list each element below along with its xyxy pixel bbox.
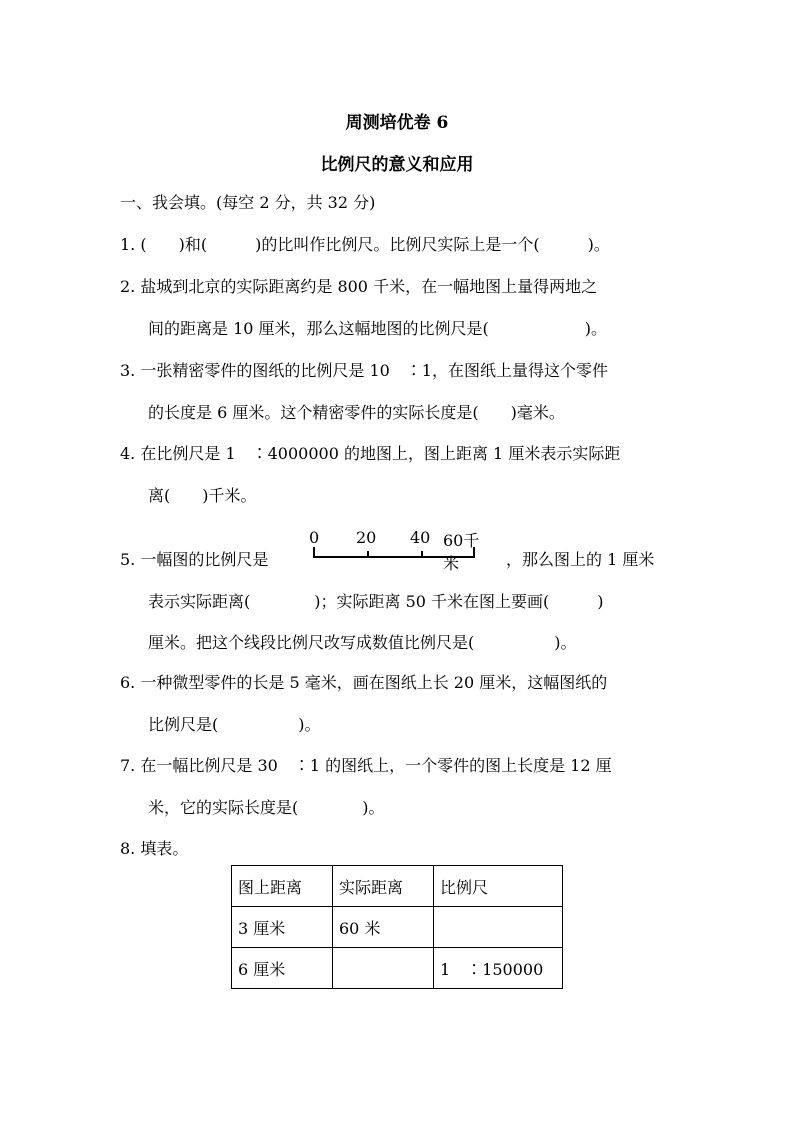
table-cell-blank[interactable] bbox=[434, 907, 563, 948]
table-cell: 3 厘米 bbox=[232, 907, 333, 948]
table-header-cell: 实际距离 bbox=[333, 866, 434, 907]
page-subtitle: 比例尺的意义和应用 bbox=[320, 155, 474, 175]
scale-label-40: 40 bbox=[410, 528, 431, 547]
question-5-line-1-right: ，那么图上的 1 厘米 bbox=[506, 550, 655, 569]
table-row bbox=[232, 907, 563, 948]
section-heading: 一、我会填。(每空 2 分，共 32 分) bbox=[120, 193, 376, 212]
page-title: 周测培优卷 6 bbox=[345, 113, 449, 133]
table-header-cell: 比例尺 bbox=[434, 866, 563, 907]
question-2-line-1: 2. 盐城到北京的实际距离约是 800 千米，在一幅地图上量得两地之 bbox=[120, 277, 598, 296]
table-row bbox=[232, 948, 563, 989]
scale-label-20: 20 bbox=[356, 528, 377, 547]
question-4-line-2: 离( )千米。 bbox=[148, 486, 257, 505]
question-6-line-1: 6. 一种微型零件的长是 5 毫米，画在图纸上长 20 厘米，这幅图纸的 bbox=[120, 673, 608, 692]
question-1: 1. ( )和( )的比叫作比例尺。比例尺实际上是一个( )。 bbox=[120, 235, 610, 254]
fill-in-table bbox=[231, 865, 563, 989]
question-2-line-2: 间的距离是 10 厘米，那么这幅地图的比例尺是( )。 bbox=[148, 319, 608, 338]
question-3-line-2: 的长度是 6 厘米。这个精密零件的实际长度是( )毫米。 bbox=[148, 403, 565, 422]
question-7-line-2: 米，它的实际长度是( )。 bbox=[148, 798, 385, 817]
question-7-line-1: 7. 在一幅比例尺是 30 ∶1 的图纸上，一个零件的图上长度是 12 厘 bbox=[120, 756, 612, 775]
table-header-cell: 图上距离 bbox=[232, 866, 333, 907]
scale-label-60km: 60千米 bbox=[443, 531, 480, 573]
table-header-row bbox=[232, 866, 563, 907]
question-5-line-2: 表示实际距离( )；实际距离 50 千米在图上要画( ) bbox=[148, 592, 604, 611]
table-cell-blank[interactable] bbox=[333, 948, 434, 989]
line-scale-bar bbox=[298, 526, 488, 573]
question-5-line-1-left: 5. 一幅图的比例尺是 bbox=[120, 550, 269, 569]
question-8: 8. 填表。 bbox=[120, 839, 189, 858]
question-4-line-1: 4. 在比例尺是 1 ∶4000000 的地图上，图上距离 1 厘米表示实际距 bbox=[120, 444, 621, 463]
question-3-line-1: 3. 一张精密零件的图纸的比例尺是 10 ∶1，在图纸上量得这个零件 bbox=[120, 361, 608, 380]
table-cell: 6 厘米 bbox=[232, 948, 333, 989]
question-5-line-3: 厘米。把这个线段比例尺改写成数值比例尺是( )。 bbox=[148, 633, 577, 652]
question-6-line-2: 比例尺是( )。 bbox=[148, 715, 321, 734]
table-cell: 60 米 bbox=[333, 907, 434, 948]
table-cell: 1 ∶150000 bbox=[434, 948, 563, 989]
scale-label-0: 0 bbox=[309, 528, 320, 547]
